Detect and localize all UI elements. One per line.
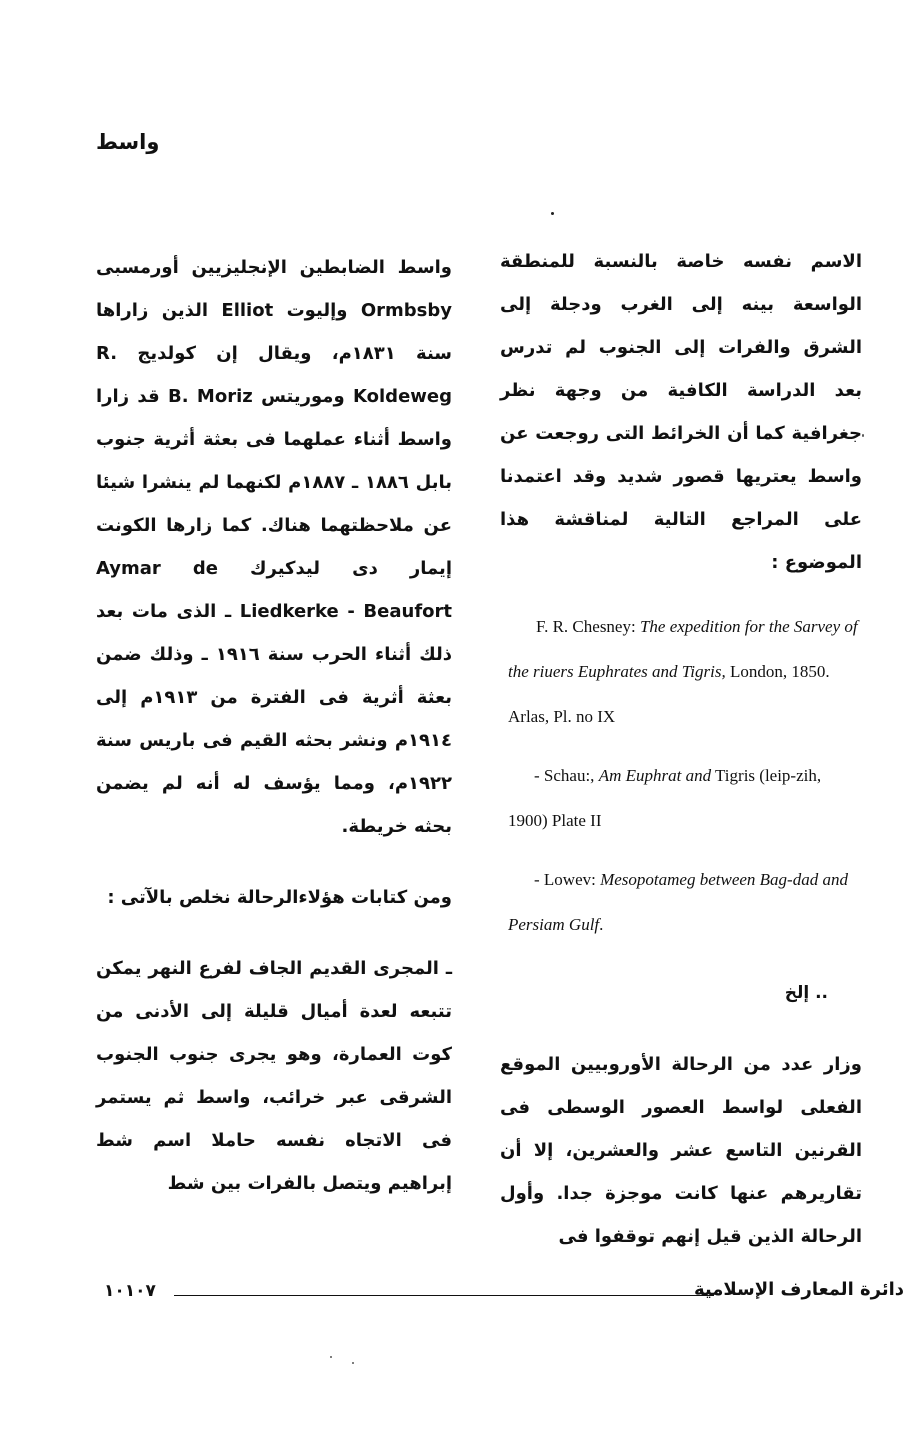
left-column (96, 246, 452, 1205)
etc-marker: .. إلخ (784, 983, 828, 1003)
right-column (500, 240, 862, 1258)
reference-author: - Lowev: (534, 870, 601, 889)
reference-item (508, 857, 862, 947)
running-head: واسط (96, 130, 160, 154)
reference-details: . (599, 915, 604, 934)
ink-dot (551, 212, 554, 215)
footer-title: دائرة المعارف الإسلامية (693, 1279, 904, 1300)
scan-speck (330, 1356, 332, 1358)
reference-author: - Schau:, (534, 766, 599, 785)
right-paragraph-1: الاسم نفسه خاصة بالنسبة للمنطقة الواسعة بينه إلى الغرب ودجلة إلى الشرق والفرات إلى الجنوب لم تدرس بعد الدراسة الكافية من وجهة نظر جغرافية كما أن الخرائط التى روجعت عن واسط يعتريها قصور شديد وقد اعتمدنا على المراجع التالية لمناقشة هذا الموضوع : (500, 251, 862, 573)
reference-title: Am Euphrat and (598, 766, 712, 785)
reference-details: Tigris (leip-zih, 1900) Plate II (508, 766, 822, 830)
reference-title: Mesopotameg between Bag-dad and Persiam Gulf (508, 870, 848, 934)
scan-speck (352, 1362, 354, 1364)
right-paragraph-2: وزار عدد من الرحالة الأوروبيين الموقع الفعلى لواسط العصور الوسطى فى القرنين التاسع عشر والعشرين، إلا أن تقاريرهم عنها كانت موجزة جدا. وأول الرحالة الذين قيل إنهم توقفوا فى (500, 1054, 862, 1247)
left-paragraph-1: واسط الضابطين الإنجليزيين أورمسبى Ormbsby وإليوت Elliot الذين زاراها سنة ١٨٣١م، ويقال إن كولديج R. Koldeweg وموريتس B. Moriz قد زارا واسط أثناء عملهما فى بعثة أثرية جنوب بابل ١٨٨٦ ـ ١٨٨٧م لكنهما لم ينشرا شيئا عن ملاحظتهما هناك. كما زارها الكونت إيمار دى ليدكيرك Aymar de Liedkerke - Beaufort ـ الذى مات بعد ذلك أثناء الحرب سنة ١٩١٦ ـ وذلك ضمن بعثة أثرية فى الفترة من ١٩١٣م إلى ١٩١٤م ونشر بحثه القيم فى باريس سنة ١٩٢٢م، ومما يؤسف له أنه لم يضمن بحثه خريطة. (96, 257, 453, 837)
reference-item (508, 604, 862, 739)
left-paragraph-2: ومن كتابات هؤلاءالرحالة نخلص بالآتى : (107, 887, 452, 908)
reference-item (508, 753, 862, 843)
reference-author: F. R. Chesney: (536, 617, 640, 636)
left-paragraph-3: ـ المجرى القديم الجاف لفرع النهر يمكن تتبعه لعدة أميال قليلة إلى الأدنى من كوت العمارة، وهو يجرى جنوب الجنوب الشرقى عبر خرائب، واسط ثم يستمر فى الاتجاه نفسه حاملا اسم شط إبراهيم ويتصل بالفرات بين شط (96, 958, 452, 1194)
reference-title: The expedition for the Sarvey of the riuers Euphrates and Tigris, (508, 617, 858, 681)
page-number: ١٠١٠٧ (104, 1281, 156, 1301)
scan-speck (862, 434, 864, 437)
reference-details: London, 1850. Arlas, Pl. no IX (508, 662, 830, 726)
reference-list (500, 604, 862, 947)
page-footer (104, 1279, 904, 1309)
footer-rule (174, 1295, 714, 1296)
